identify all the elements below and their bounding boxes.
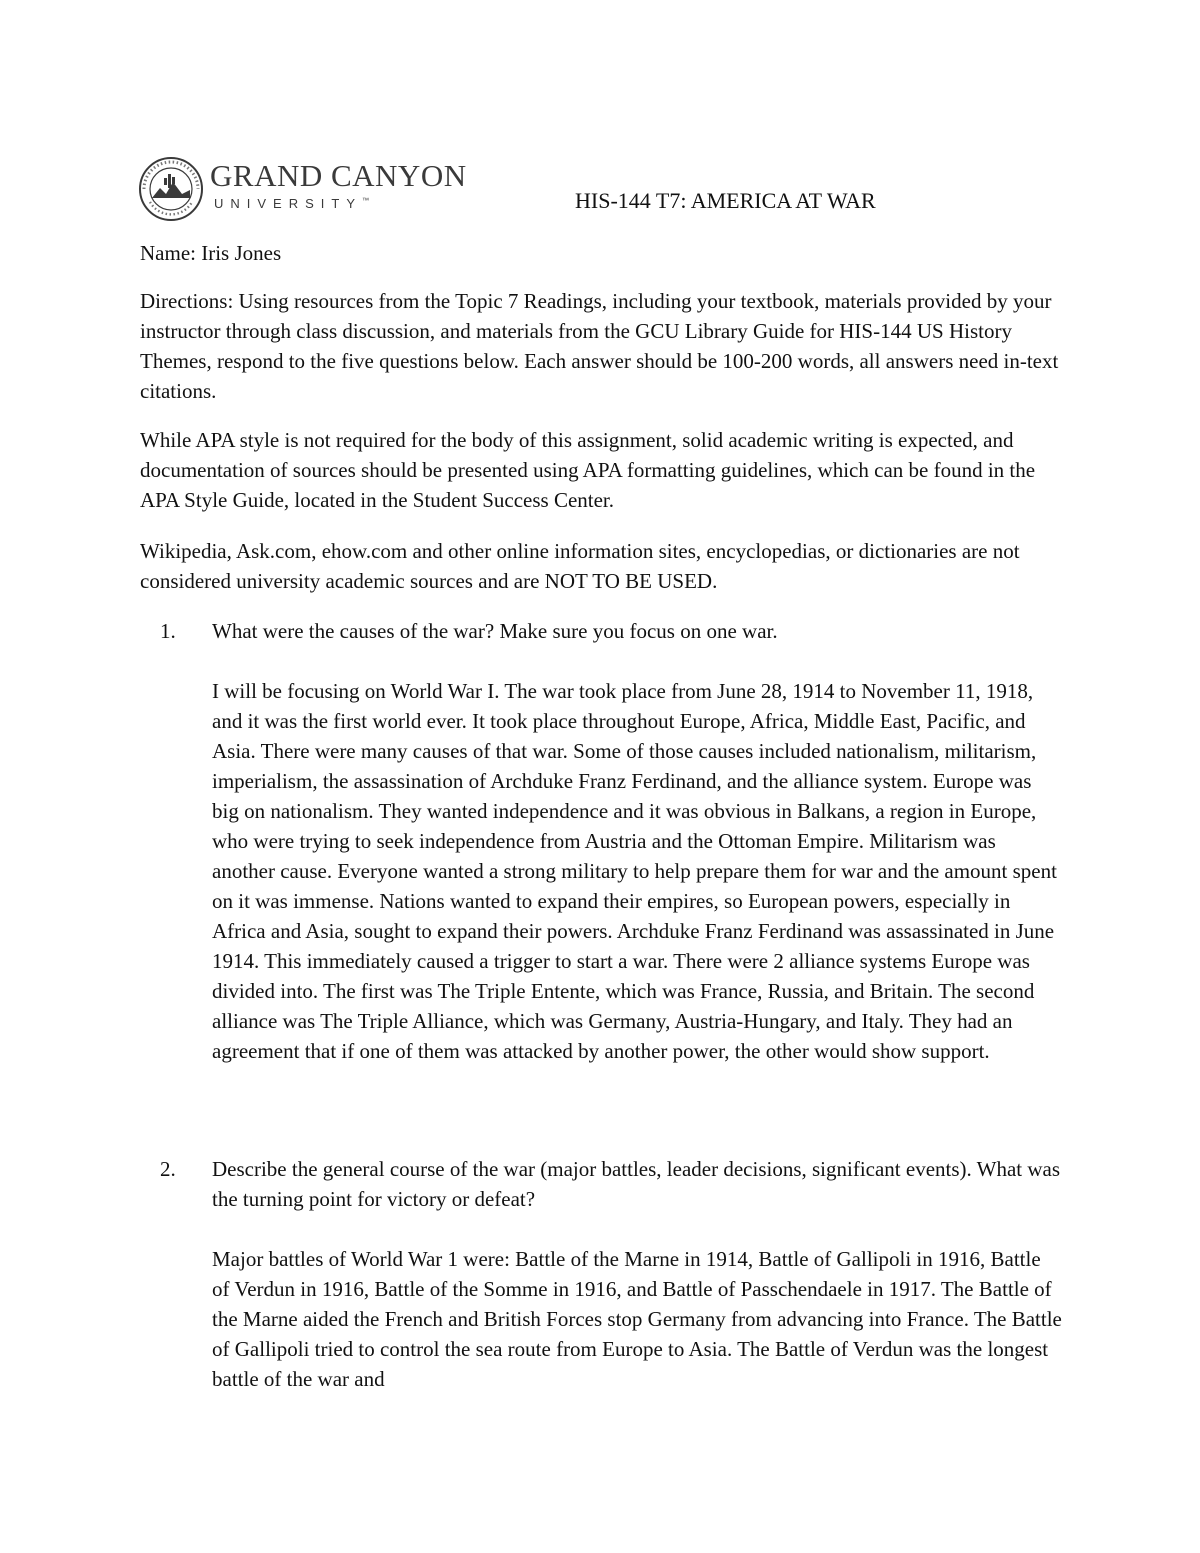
question-text: Describe the general course of the war (major battles, leader decisions, significant events). What was the turning point for victory or defeat? (212, 1157, 1061, 1211)
directions-paragraph: Directions: Using resources from the Topic 7 Readings, including your textbook, materials provided by your instructor through class discussion, and materials from the GCU Library Guide for HIS-144 US History Themes, respond to the five questions below. Each answer should be 100-200 words, all answers need in-text citations. (140, 289, 1059, 403)
question-number: 2. (160, 1157, 176, 1181)
answer-2: Major battles of World War 1 were: Battle of the Marne in 1914, Battle of Gallipoli in 1916, Battle of Verdun in 1916, Battle of the Somme in 1916, and Battle of Passchendaele in 1917. The Battle of the Marne aided the French and British Forces stop Germany from advancing into France. The Battle of Gallipoli tried to control the sea route from Europe to Asia. The Battle of Verdun was the longest battle of the war and (212, 1247, 1062, 1391)
university-seal-icon (138, 156, 204, 222)
university-logo (138, 150, 467, 214)
sources-warning-paragraph: Wikipedia, Ask.com, ehow.com and other online information sites, encyclopedias, or dictionaries are not considered university academic sources and are NOT TO BE USED. (140, 539, 1020, 593)
logo-subtitle: UNIVERSITY™ (214, 196, 370, 211)
student-name: Name: Iris Jones (140, 241, 282, 265)
apa-paragraph: While APA style is not required for the body of this assignment, solid academic writing is expected, and documentation of sources should be presented using APA formatting guidelines, which can be found in the APA Style Guide, located in the Student Success Center. (140, 428, 1036, 512)
logo-wordmark: GRAND CANYON (210, 158, 467, 193)
question-number: 1. (160, 619, 176, 643)
document-title: HIS-144 T7: AMERICA AT WAR (575, 188, 876, 213)
logo-trademark: ™ (362, 197, 370, 205)
question-text: What were the causes of the war? Make sure you focus on one war. (212, 619, 778, 643)
answer-1: I will be focusing on World War I. The war took place from June 28, 1914 to November 11, 1918, and it was the first world ever. It took place throughout Europe, Africa, Middle East, Pacific, and Asia. There were many causes of that war. Some of those causes included nationalism, militarism, imperialism, the assassination of Archduke Franz Ferdinand, and the alliance system. Europe was big on nationalism. They wanted independence and it was obvious in Balkans, a region in Europe, who were trying to seek independence from Austria and the Ottoman Empire. Militarism was another cause. Everyone wanted a strong military to help prepare them for war and the amount spent on it was immense. Nations wanted to expand their empires, so European powers, especially in Africa and Asia, sought to expand their powers. Archduke Franz Ferdinand was assassinated in June 1914. This immediately caused a trigger to start a war. There were 2 alliance systems Europe was divided into. The first was The Triple Entente, which was France, Russia, and Britain. The second alliance was The Triple Alliance, which was Germany, Austria-Hungary, and Italy. They had an agreement that if one of them was attacked by another power, the other would show support. (212, 679, 1057, 1063)
